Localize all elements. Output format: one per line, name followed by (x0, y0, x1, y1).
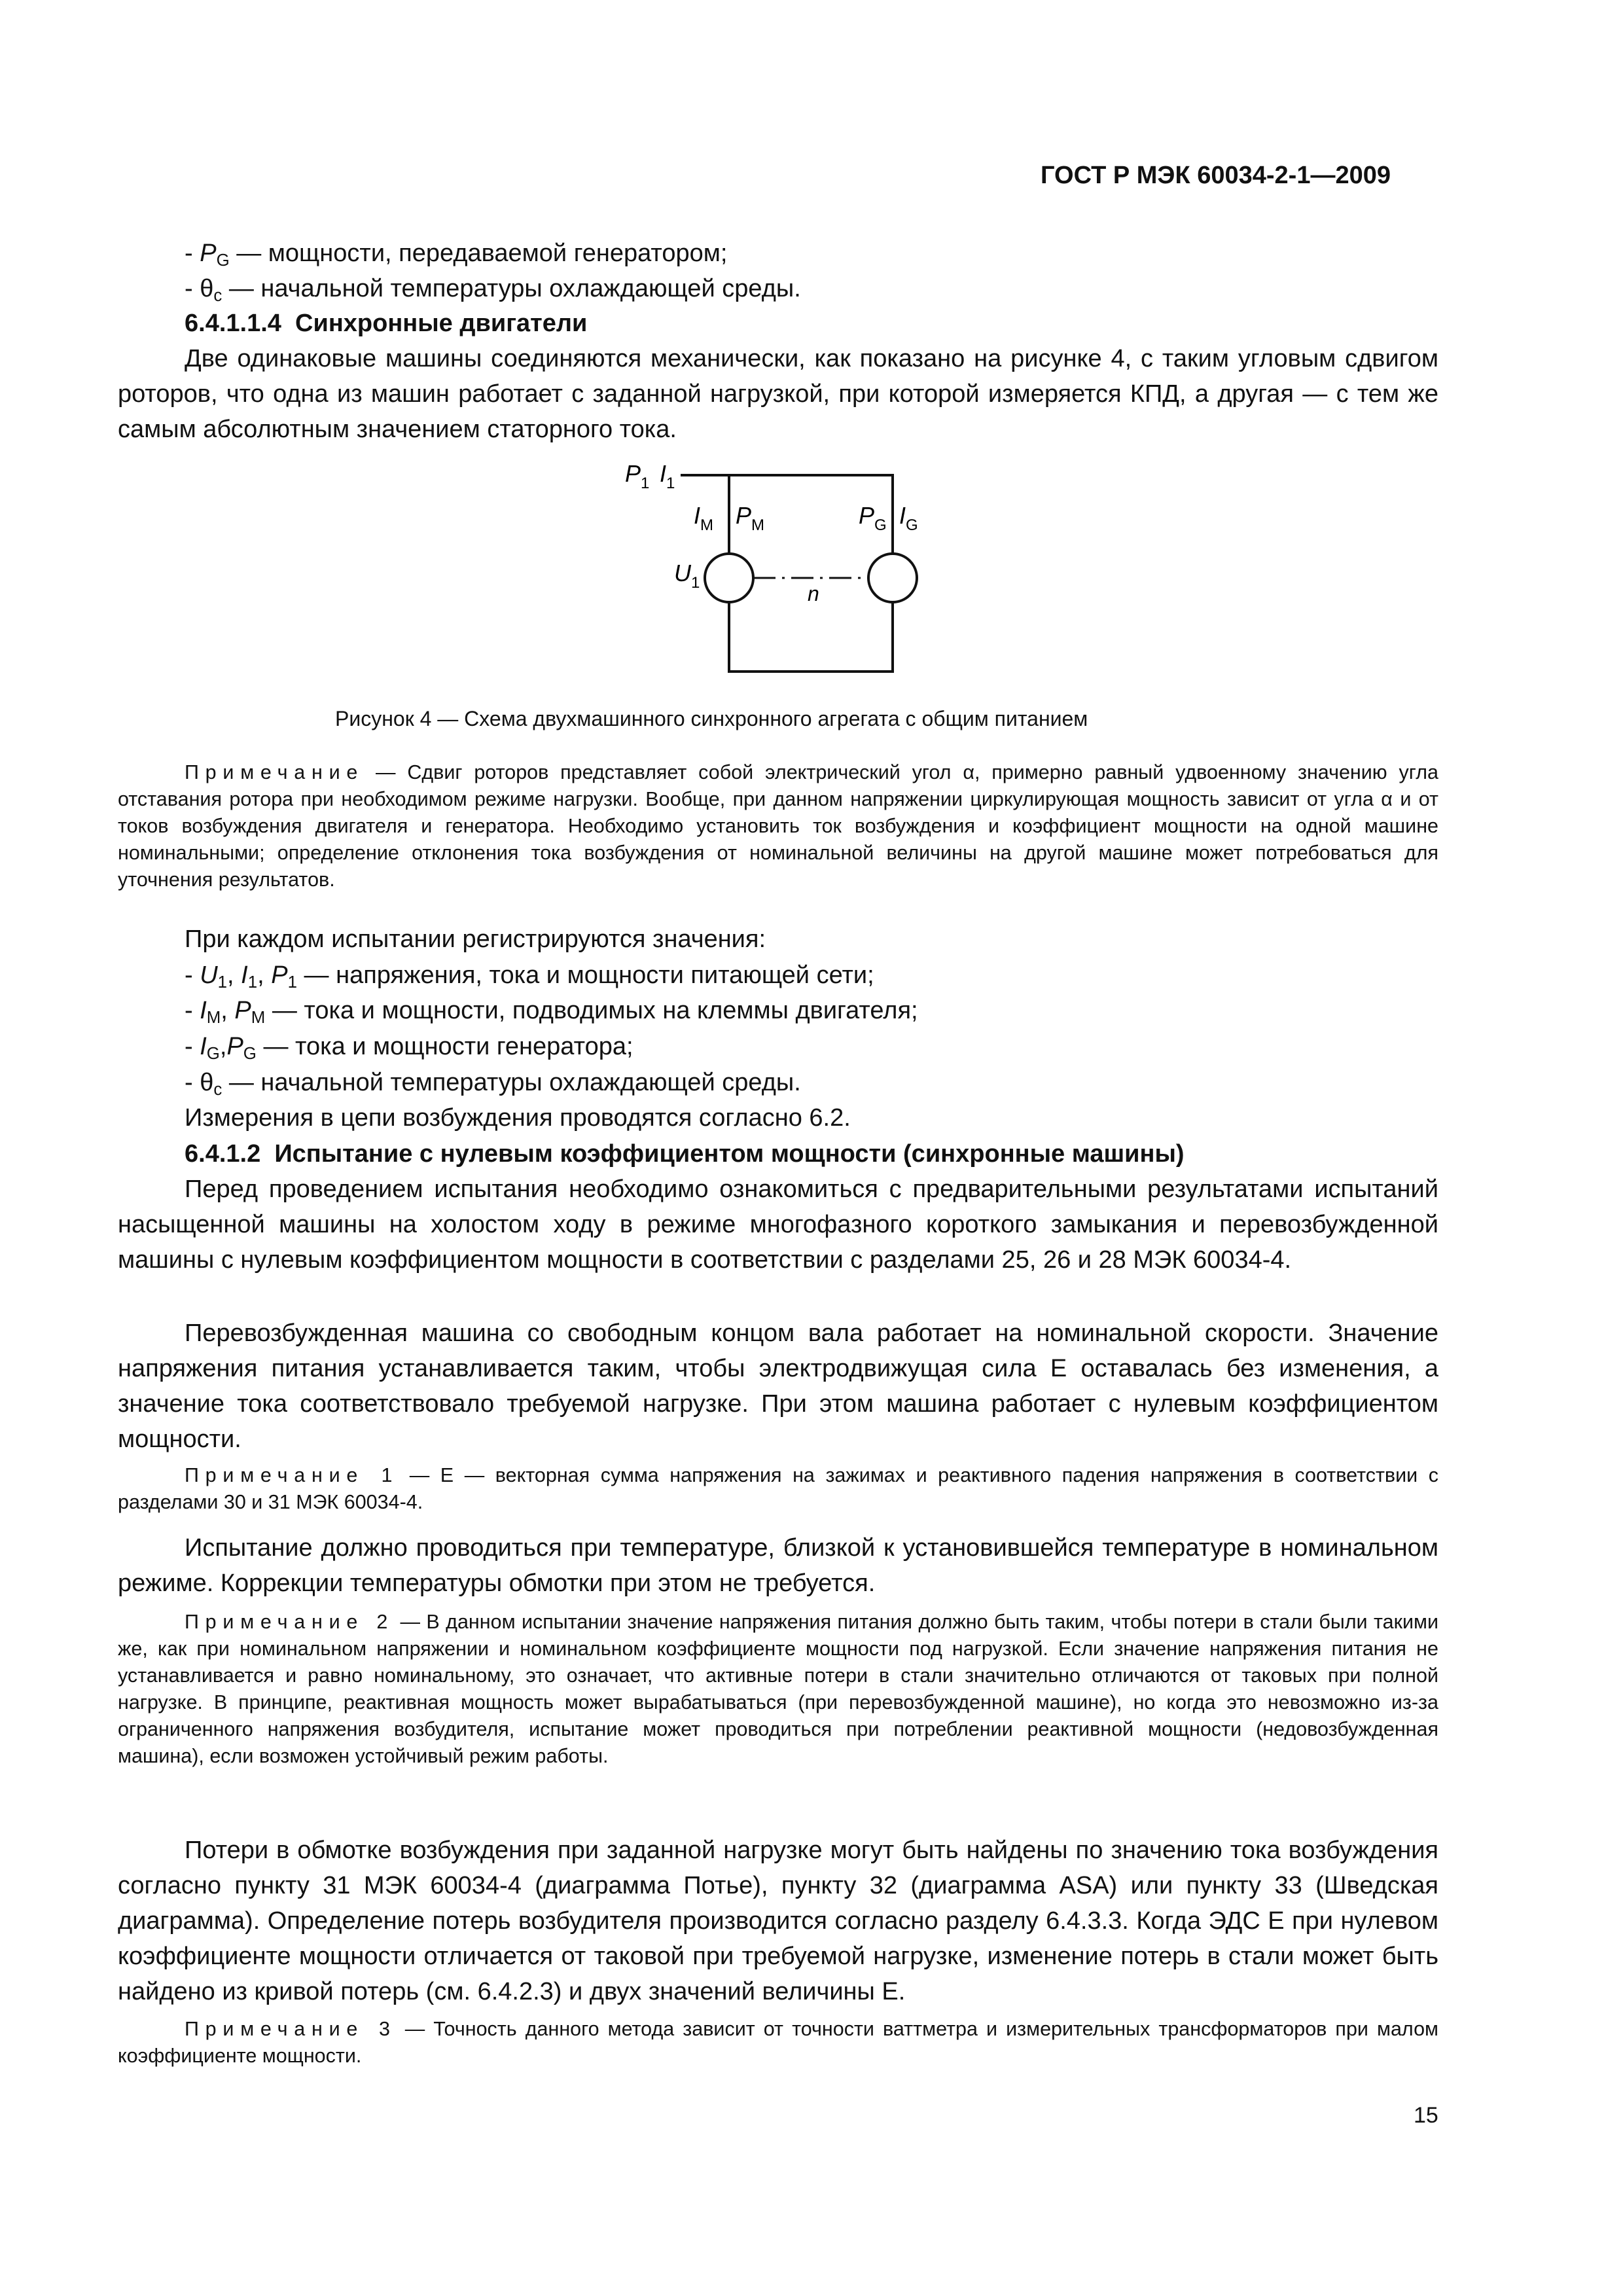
record-item-2-text: — тока и мощности, подводимых на клеммы двигателя; (265, 997, 918, 1024)
label-pg: $P_G$ (859, 502, 887, 534)
section-heading-6-4-1-2: 6.4.1.2 Испытание с нулевым коэффициентом мощности (синхронные машины) (185, 1140, 1185, 1168)
theta-text: — начальной температуры охлаждающей среды. (222, 275, 801, 302)
motor-circle (705, 554, 753, 602)
label-ig: $I_G$ (899, 502, 918, 534)
pg-text: — мощности, передаваемой генератором; (229, 240, 728, 267)
theta-symbol: θ (200, 275, 214, 302)
note-1-prefix: Примечание 1 (185, 1464, 399, 1486)
record-item-2: - $I_M$, $P_M$ — тока и мощности, подводимых на клеммы двигателя; (185, 997, 918, 1028)
label-im: $I_M$ (694, 502, 714, 534)
figure-4-caption: Рисунок 4 — Схема двухмашинного синхронного агрегата с общим питанием (335, 707, 1088, 730)
list-item-pg: - $P_G$ — мощности, передаваемой генератором; (185, 240, 728, 270)
note-1-text: — E — векторная сумма напряжения на зажимах и реактивного падения напряжения в соответствии с разделами 30 и 31 МЭК 60034-4. (118, 1464, 1439, 1513)
record-item-3-text: — тока и мощности генератора; (256, 1033, 633, 1060)
theta-sub: c (213, 287, 223, 306)
record-item-4: - $\theta_c$ — начальной температуры охлаждающей среды. (185, 1069, 801, 1100)
note-3-text: — Точность данного метода зависит от точности ваттметра и измерительных трансформаторов при малом коэффициенте мощности. (118, 2018, 1439, 2067)
label-pm: $P_M$ (736, 502, 765, 534)
pg-symbol: P (200, 240, 217, 267)
note-prefix: Примечание (185, 761, 365, 783)
paragraph-synchronous-motors: Две одинаковые машины соединяются механически, как показано на рисунке 4, с таким угловым сдвигом роторов, что одна из машин работает с заданной нагрузкой, при которой измеряется КПД, а другая — с тем же самым абсолютным значением статорного тока. (118, 345, 1438, 443)
list-item-theta: - $\theta_c$ — начальной температуры охлаждающей среды. (185, 275, 801, 306)
figure-4-diagram (589, 452, 955, 674)
pg-sub: G (216, 251, 230, 270)
note-2-prefix: Примечание 2 (185, 1611, 395, 1633)
record-item-1-text: — напряжения, тока и мощности питающей сети; (296, 961, 874, 989)
note-figure-4 (118, 759, 1438, 893)
record-item-3: - $I_G,P_G$ — тока и мощности генератора; (185, 1033, 633, 1064)
paragraph-test-temperature: Испытание должно проводиться при температуре, близкой к установившейся температуре в номинальном режиме. Коррекции температуры обмотки при этом не требуется. (118, 1534, 1438, 1597)
note-2-text: — В данном испытании значение напряжения питания должно быть таким, чтобы потери в стали были такими же, как при номинальном напряжении и номинальном коэффициенте мощности под нагрузкой. Если значение напряжения питания не устанавливается и равно номинальному, это означает, что активные потери в стали значительно отличаются от таковых при полной нагрузке. В принципе, реактивная мощность может вырабатываться (при перевозбужденной машине), но когда это невозможно из-за ограниченного напряжения возбудителя, испытание может проводиться при потреблении реактивной мощности (недовозбужденная машина), если возможен устойчивый режим работы. (118, 1611, 1438, 1767)
paragraph-overexcited-machine: Перевозбужденная машина со свободным концом вала работает на номинальной скорости. Значение напряжения питания устанавливается таким, чтобы электродвижущая сила E оставалась без изменения, а значение тока соответствовало требуемой нагрузке. При этом машина работает с нулевым коэффициентом мощности. (118, 1319, 1438, 1453)
record-item-4-text: — начальной температуры охлаждающей среды. (222, 1069, 801, 1096)
record-intro: При каждом испытании регистрируются значения: (185, 925, 766, 953)
section-heading-6-4-1-1-4: 6.4.1.1.4 Синхронные двигатели (185, 310, 588, 337)
label-n: n (808, 582, 819, 605)
label-p1: $P_1$ (625, 460, 650, 492)
note-2 (118, 1609, 1438, 1770)
standard-header: ГОСТ Р МЭК 60034-2-1—2009 (1041, 162, 1391, 189)
paragraph-field-winding-losses: Потери в обмотке возбуждения при заданной нагрузке могут быть найдены по значению тока возбуждения согласно пункту 31 МЭК 60034-4 (диаграмма Потье), пункту 32 (диаграмма ASA) или пункту 33 (Шведская диаграмма). Определение потерь возбудителя производится согласно разделу 6.4.3.3. Когда ЭДС E при нулевом коэффициенте мощности отличается от таковой при требуемой нагрузке, изменение потерь в стали может быть найдено из кривой потерь (см. 6.4.2.3) и двух значений величины E. (118, 1837, 1438, 2005)
note-3 (118, 2016, 1438, 2070)
note-3-prefix: Примечание 3 (185, 2018, 397, 2040)
paragraph-preliminary-results: Перед проведением испытания необходимо ознакомиться с предварительными результатами испытаний насыщенной машины на холостом ходу в режиме многофазного короткого замыкания и перевозбужденной машины с нулевым коэффициентом мощности в соответствии с разделами 25, 26 и 28 МЭК 60034-4. (118, 1175, 1438, 1274)
generator-circle (868, 554, 917, 602)
page-number: 15 (1414, 2103, 1438, 2128)
note-1 (118, 1462, 1438, 1516)
record-excitation: Измерения в цепи возбуждения проводятся согласно 6.2. (185, 1104, 851, 1132)
record-item-1: - $U_1$, $I_1$, $P_1$ — напряжения, тока и мощности питающей сети; (185, 961, 874, 992)
note-text: — Сдвиг роторов представляет собой электрический угол α, примерно равный удвоенному значению угла отставания ротора при необходимом режиме нагрузки. Вообще, при данном напряжении циркулирующая мощность зависит от угла α и от токов возбуждения двигателя и генератора. Необходимо установить ток возбуждения и коэффициент мощности на одной машине номинальными; определение отклонения тока возбуждения от номинальной величины на другой машине может потребоваться для уточнения результатов. (118, 761, 1438, 891)
label-u1: $U_1$ (674, 560, 700, 592)
label-i1: $I_1$ (660, 460, 675, 492)
